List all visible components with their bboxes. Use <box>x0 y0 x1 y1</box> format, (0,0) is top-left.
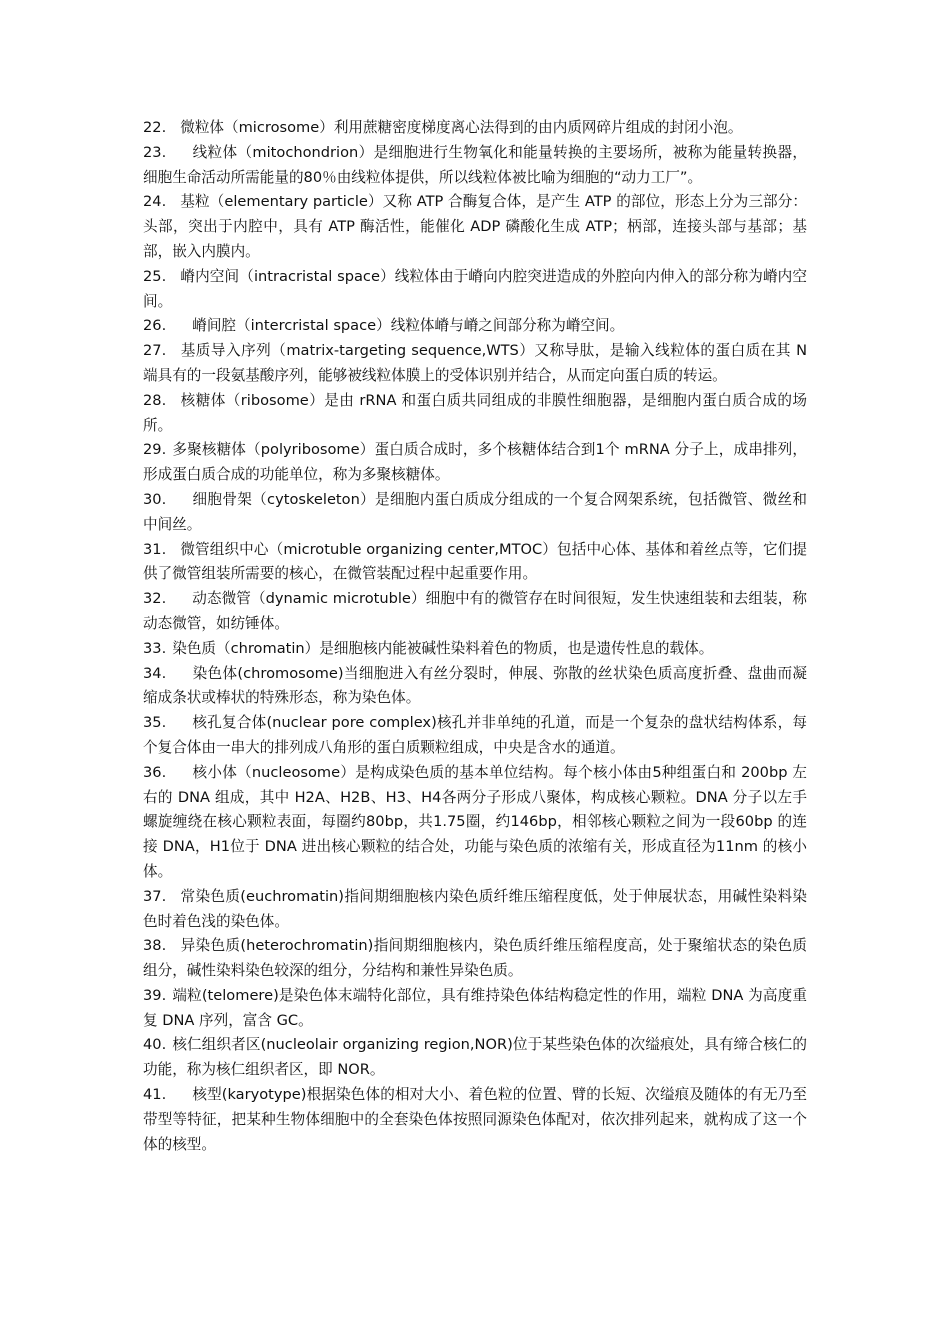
entry-number: 29. <box>143 441 167 459</box>
entry-text: 染色质（chromatin）是细胞核内能被碱性染料着色的物质，也是遗传性息的载体。 <box>172 639 714 657</box>
entry-number: 33. <box>143 639 167 657</box>
entry-number: 34. <box>143 664 167 682</box>
entry-number: 39. <box>143 986 167 1004</box>
entry-number: 41. <box>143 1086 167 1104</box>
glossary-entry <box>143 389 807 439</box>
entry-text: 细胞骨架（cytoskeleton）是细胞内蛋白质成分组成的一个复合网架系统，包括微管、微丝和中间丝。 <box>143 490 807 533</box>
glossary-entry <box>143 984 807 1034</box>
entry-text: 动态微管（dynamic microtuble）细胞中有的微管存在时间很短，发生快速组装和去组装，称动态微管，如纺锤体。 <box>143 590 807 632</box>
entry-text: 嵴间腔（intercristal space）线粒体嵴与嵴之间部分称为嵴空间。 <box>192 317 625 335</box>
entry-number: 31. <box>143 540 167 558</box>
entry-text: 核糖体（ribosome）是由 rRNA 和蛋白质共同组成的非膜性细胞器，是细胞内蛋白质合成的场所。 <box>143 391 807 434</box>
glossary-list <box>143 116 807 1157</box>
glossary-entry <box>143 190 807 264</box>
entry-text: 多聚核糖体（polyribosome）蛋白质合成时，多个核糖体结合到1个 mRNA 分子上，成串排列，形成蛋白质合成的功能单位，称为多聚核糖体。 <box>143 441 807 484</box>
entry-number: 23. <box>143 143 167 161</box>
entry-number: 28. <box>143 391 167 409</box>
glossary-entry <box>143 1033 807 1083</box>
entry-text: 微管组织中心（microtuble organizing center,MTOC）包括中心体、基体和着丝点等，它们提供了微管组装所需要的核心，在微管装配过程中起重要作用。 <box>143 540 807 583</box>
entry-number: 30. <box>143 490 167 508</box>
glossary-entry <box>143 885 807 935</box>
glossary-entry <box>143 711 807 761</box>
glossary-entry <box>143 339 807 389</box>
entry-text: 线粒体（mitochondrion）是细胞进行生物氧化和能量转换的主要场所，被称为能量转换器，细胞生命活动所需能量的80％由线粒体提供，所以线粒体被比喻为细胞的“动力工厂”。 <box>143 143 807 186</box>
entry-text: 核小体（nucleosome）是构成染色质的基本单位结构。每个核小体由5种组蛋白和 200bp 左右的 DNA 组成，其中 H2A、H2B、H3、H4各两分子形成八聚体，构成核心颗粒。DNA 分子以左手螺旋缠绕在核心颗粒表面，每圈约80bp，共1.75圈，约146bp，相邻核心颗粒之间为一段60bp 的连接 DNA，H1位于 DNA 进出核心颗粒的结合处，功能与染色质的浓缩有关，形成直径为11nm 的核小体。 <box>143 763 807 880</box>
entry-number: 32. <box>143 590 167 608</box>
entry-number: 24. <box>143 193 167 211</box>
glossary-entry <box>143 438 807 488</box>
entry-number: 22. <box>143 119 167 136</box>
entry-text: 微粒体（microsome）利用蔗糖密度梯度离心法得到的由内质网碎片组成的封闭小泡。 <box>180 119 743 136</box>
glossary-entry <box>143 637 807 662</box>
entry-text: 核仁组织者区(nucleolair organizing region,NOR)位于某些染色体的次缢痕处，具有缔合核仁的功能，称为核仁组织者区，即 NOR。 <box>143 1036 807 1079</box>
entry-text: 嵴内空间（intracristal space）线粒体由于嵴向内腔突进造成的外腔向内伸入的部分称为嵴内空间。 <box>143 267 807 310</box>
entry-text: 染色体(chromosome)当细胞进入有丝分裂时，伸展、弥散的丝状染色质高度折叠、盘曲而凝缩成条状或棒状的特殊形态，称为染色体。 <box>143 664 807 707</box>
entry-number: 36. <box>143 763 167 781</box>
glossary-entry <box>143 1083 807 1157</box>
glossary-entry <box>143 538 807 588</box>
entry-text: 核型(karyotype)根据染色体的相对大小、着色粒的位置、臂的长短、次缢痕及随体的有无乃至带型等特征，把某种生物体细胞中的全套染色体按照同源染色体配对，依次排列起来，就构成了这一个体的核型。 <box>143 1086 807 1153</box>
entry-number: 40. <box>143 1036 167 1054</box>
entry-text: 核孔复合体(nuclear pore complex)核孔并非单纯的孔道，而是一个复杂的盘状结构体系，每个复合体由一串大的排列成八角形的蛋白质颗粒组成，中央是含水的通道。 <box>143 714 807 756</box>
glossary-entry <box>143 761 807 885</box>
glossary-entry <box>143 662 807 712</box>
entry-text: 异染色质(heterochromatin)指间期细胞核内，染色质纤维压缩程度高，处于聚缩状态的染色质组分，碱性染料染色较深的组分，分结构和兼性异染色质。 <box>143 937 807 980</box>
glossary-entry <box>143 116 807 141</box>
entry-text: 常染色质(euchromatin)指间期细胞核内染色质纤维压缩程度低，处于伸展状态，用碱性染料染色时着色浅的染色体。 <box>143 887 807 930</box>
entry-number: 27. <box>143 342 167 360</box>
entry-number: 25. <box>143 267 167 285</box>
entry-text: 端粒(telomere)是染色体末端特化部位，具有维持染色体结构稳定性的作用，端粒 DNA 为高度重复 DNA 序列，富含 GC。 <box>143 986 807 1029</box>
glossary-entry <box>143 265 807 315</box>
glossary-entry <box>143 141 807 191</box>
glossary-entry <box>143 587 807 637</box>
glossary-entry <box>143 488 807 538</box>
entry-number: 37. <box>143 887 167 905</box>
glossary-entry <box>143 314 807 339</box>
entry-text: 基粒（elementary particle）又称 ATP 合酶复合体，是产生 ATP 的部位，形态上分为三部分：头部，突出于内腔中，具有 ATP 酶活性，能催化 ADP 磷酸化生成 ATP；柄部，连接头部与基部；基部，嵌入内膜内。 <box>143 193 807 260</box>
entry-number: 35. <box>143 714 167 732</box>
entry-number: 38. <box>143 937 167 955</box>
entry-text: 基质导入序列（matrix-targeting sequence,WTS）又称导肽，是输入线粒体的蛋白质在其 N 端具有的一段氨基酸序列，能够被线粒体膜上的受体识别并结合，从而定向蛋白质的转运。 <box>143 342 807 384</box>
entry-number: 26. <box>143 317 167 335</box>
glossary-entry <box>143 934 807 984</box>
